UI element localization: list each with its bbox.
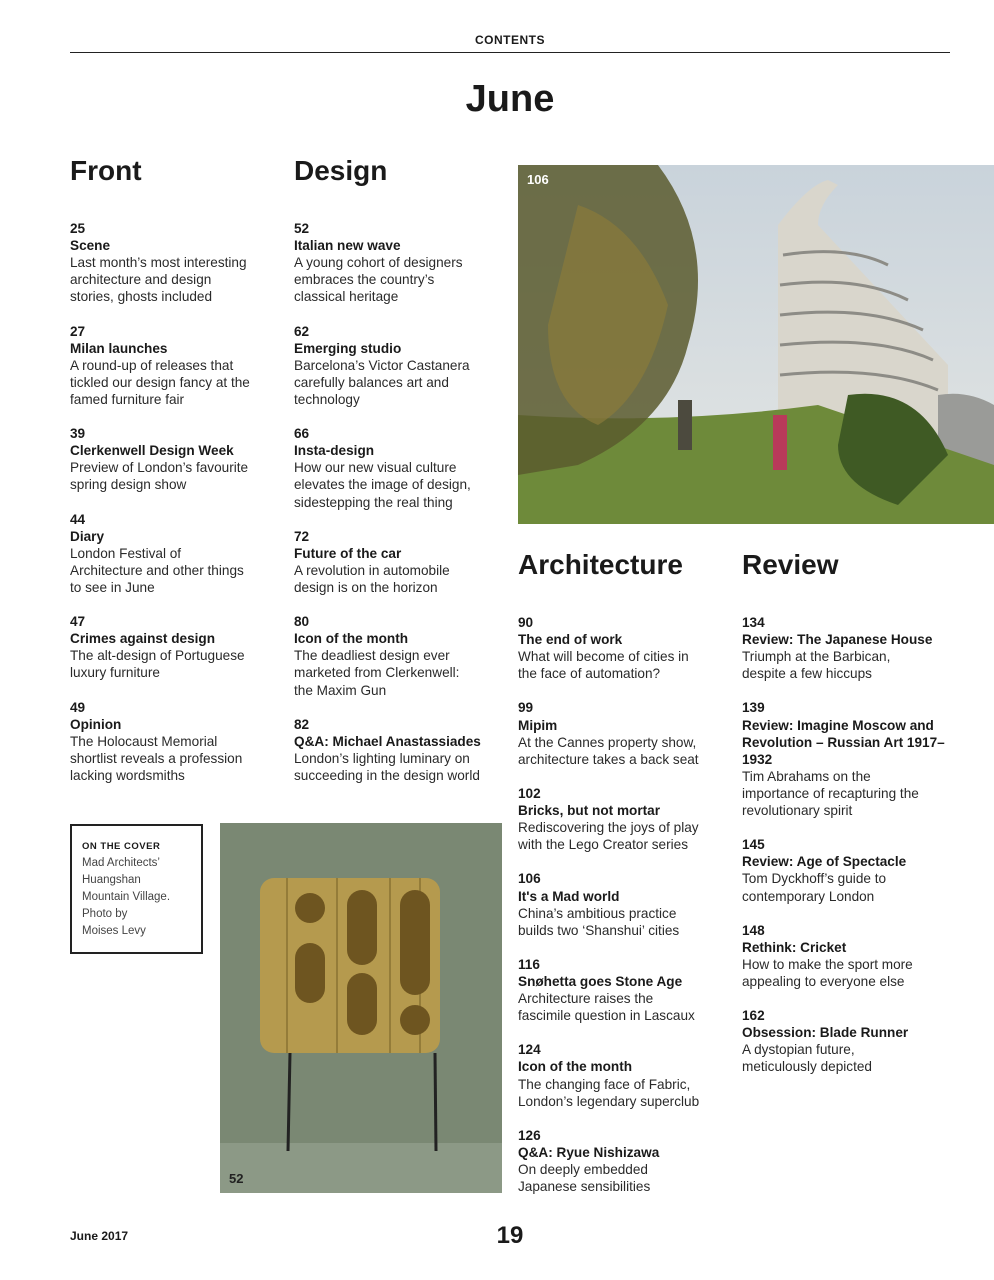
- entry-description: A dystopian future, meticulously depicted: [742, 1042, 872, 1075]
- contents-entry[interactable]: [518, 614, 740, 682]
- entry-headline: It's a Mad world: [518, 888, 620, 904]
- entry-description: At the Cannes property show, architecture takes a back seat: [518, 734, 699, 767]
- entry-description: The deadliest design ever marketed from Clerkenwell: the Maxim Gun: [294, 648, 460, 698]
- entry-headline: Insta-design: [294, 443, 375, 459]
- entry-page-number: 47: [70, 614, 86, 630]
- entry-page-number: 116: [518, 956, 540, 972]
- entry-description: Tom Dyckhoff’s guide to contemporary London: [742, 871, 887, 904]
- entry-page-number: 27: [70, 323, 86, 339]
- contents-entry[interactable]: [294, 425, 516, 510]
- contents-entry[interactable]: [518, 956, 740, 1024]
- entry-page-number: 99: [518, 700, 534, 716]
- entry-page-number: 66: [294, 426, 310, 442]
- entry-description: Rediscovering the joys of play with the Lego Creator series: [518, 820, 699, 853]
- entry-headline: Rethink: Cricket: [742, 939, 847, 955]
- contents-entry[interactable]: [518, 1127, 740, 1195]
- entry-description: How our new visual culture elevates the image of design, sidestepping the real thing: [294, 460, 471, 510]
- entry-headline: Opinion: [70, 716, 122, 732]
- front-column: [70, 220, 292, 801]
- entry-headline: Q&A: Michael Anastassiades: [294, 733, 481, 749]
- entry-headline: Bricks, but not mortar: [518, 803, 660, 819]
- entry-headline: Snøhetta goes Stone Age: [518, 973, 683, 989]
- contents-entry[interactable]: [70, 511, 292, 596]
- entry-headline: The end of work: [518, 632, 623, 648]
- contents-entry[interactable]: [742, 836, 957, 904]
- contents-entry[interactable]: [294, 716, 516, 784]
- contents-entry[interactable]: [70, 613, 292, 681]
- contents-entry[interactable]: [294, 220, 516, 305]
- entry-description: Preview of London’s favourite spring design show: [70, 460, 249, 493]
- entry-headline: Icon of the month: [294, 631, 409, 647]
- entry-page-number: 72: [294, 528, 310, 544]
- entry-page-number: 148: [742, 922, 765, 938]
- entry-description: Tim Abrahams on the importance of recapturing the revolutionary spirit: [742, 768, 919, 819]
- contents-entry[interactable]: [518, 785, 740, 853]
- contents-entry[interactable]: [518, 699, 740, 767]
- entry-headline: Mipim: [518, 717, 558, 733]
- entry-description: Barcelona’s Victor Castanera carefully balances art and technology: [294, 357, 470, 407]
- header-rule: [70, 52, 950, 53]
- entry-headline: Obsession: Blade Runner: [742, 1025, 909, 1041]
- entry-page-number: 139: [742, 700, 765, 716]
- entry-page-number: 39: [70, 426, 86, 442]
- design-column: [294, 220, 516, 801]
- entry-page-number: 134: [742, 615, 765, 630]
- entry-headline: Future of the car: [294, 545, 402, 561]
- cabinet-photo: [220, 823, 502, 1193]
- entry-page-number: 80: [294, 614, 310, 630]
- entry-headline: Review: Age of Spectacle: [742, 854, 907, 870]
- entry-page-number: 62: [294, 323, 310, 339]
- entry-headline: Italian new wave: [294, 238, 401, 254]
- contents-entry[interactable]: [518, 870, 740, 938]
- contents-entry[interactable]: [70, 220, 292, 305]
- entry-description: London’s lighting luminary on succeeding in the design world: [294, 750, 480, 783]
- contents-entry[interactable]: [742, 614, 957, 682]
- entry-description: How to make the sport more appealing to everyone else: [742, 956, 913, 989]
- section-heading-design: Design: [294, 155, 388, 186]
- entry-page-number: 90: [518, 615, 534, 630]
- contents-entry[interactable]: [742, 1007, 957, 1075]
- contents-entry[interactable]: [294, 323, 516, 408]
- contents-entry[interactable]: [70, 699, 292, 784]
- review-column: [742, 614, 957, 1093]
- entry-page-number: 44: [70, 511, 86, 527]
- entry-page-number: 52: [294, 221, 310, 236]
- building-photo: [518, 165, 994, 524]
- contents-entry[interactable]: [70, 425, 292, 493]
- contents-entry[interactable]: [742, 922, 957, 990]
- entry-headline: Review: The Japanese House: [742, 632, 933, 648]
- photo-page-label: 52: [229, 1171, 244, 1186]
- entry-page-number: 162: [742, 1008, 765, 1024]
- entry-page-number: 124: [518, 1042, 541, 1058]
- entry-description: A young cohort of designers embraces the country’s classical heritage: [294, 255, 463, 305]
- page-title: June: [465, 78, 555, 120]
- entry-description: On deeply embedded Japanese sensibilities: [518, 1162, 651, 1195]
- entry-headline: Crimes against design: [70, 631, 216, 647]
- architecture-column: [518, 614, 740, 1212]
- contents-entry[interactable]: [294, 613, 516, 698]
- entry-description: London Festival of Architecture and other things to see in June: [70, 545, 244, 595]
- entry-headline: Clerkenwell Design Week: [70, 443, 234, 459]
- cover-credit-box: [70, 824, 203, 954]
- entry-headline: Scene: [70, 238, 111, 254]
- cover-heading: ON THE COVER: [82, 841, 161, 852]
- issue-date: June 2017: [70, 1229, 129, 1243]
- entry-description: The changing face of Fabric, London’s legendary superclub: [518, 1076, 700, 1109]
- entry-description: Last month’s most interesting architecture and design stories, ghosts included: [70, 255, 247, 305]
- entry-headline: Icon of the month: [518, 1059, 633, 1075]
- entry-description: What will become of cities in the face of automation?: [518, 649, 689, 682]
- entry-description: A round-up of releases that tickled our design fancy at the famed furniture fair: [70, 357, 250, 407]
- contents-entry[interactable]: [742, 699, 957, 819]
- entry-headline: Q&A: Ryue Nishizawa: [518, 1144, 660, 1160]
- entry-description: China’s ambitious practice builds two ‘Shanshui’ cities: [518, 905, 680, 938]
- entry-headline: Milan launches: [70, 340, 168, 356]
- entry-page-number: 106: [518, 871, 541, 887]
- entry-description: Architecture raises the fascimile question in Lascaux: [518, 991, 695, 1024]
- section-heading-review: Review: [742, 549, 839, 580]
- entry-page-number: 25: [70, 221, 86, 236]
- photo-page-label: 106: [527, 172, 549, 187]
- entry-page-number: 102: [518, 785, 541, 801]
- page-number: 19: [496, 1222, 524, 1249]
- entry-headline: Diary: [70, 528, 105, 544]
- entry-description: The Holocaust Memorial shortlist reveals a profession lacking wordsmiths: [70, 733, 243, 783]
- entry-page-number: 49: [70, 699, 86, 715]
- entry-description: The alt-design of Portuguese luxury furniture: [70, 648, 245, 681]
- entry-headline: Review: Imagine Moscow and Revolution – Russian Art 1917–1932: [742, 717, 945, 767]
- entry-description: Triumph at the Barbican, despite a few hiccups: [742, 649, 891, 682]
- entry-headline: Emerging studio: [294, 340, 402, 356]
- cover-body: Mad Architects’ Huangshan Mountain Village. Photo by Moises Levy: [82, 857, 171, 937]
- entry-page-number: 126: [518, 1127, 541, 1143]
- section-heading-front: Front: [70, 155, 142, 186]
- section-kicker: CONTENTS: [475, 33, 545, 47]
- section-heading-architecture: Architecture: [518, 549, 683, 580]
- contents-entry[interactable]: [294, 528, 516, 596]
- entry-page-number: 145: [742, 837, 765, 853]
- contents-entry[interactable]: [518, 1041, 740, 1109]
- contents-entry[interactable]: [70, 323, 292, 408]
- entry-description: A revolution in automobile design is on the horizon: [294, 562, 450, 595]
- entry-page-number: 82: [294, 716, 310, 732]
